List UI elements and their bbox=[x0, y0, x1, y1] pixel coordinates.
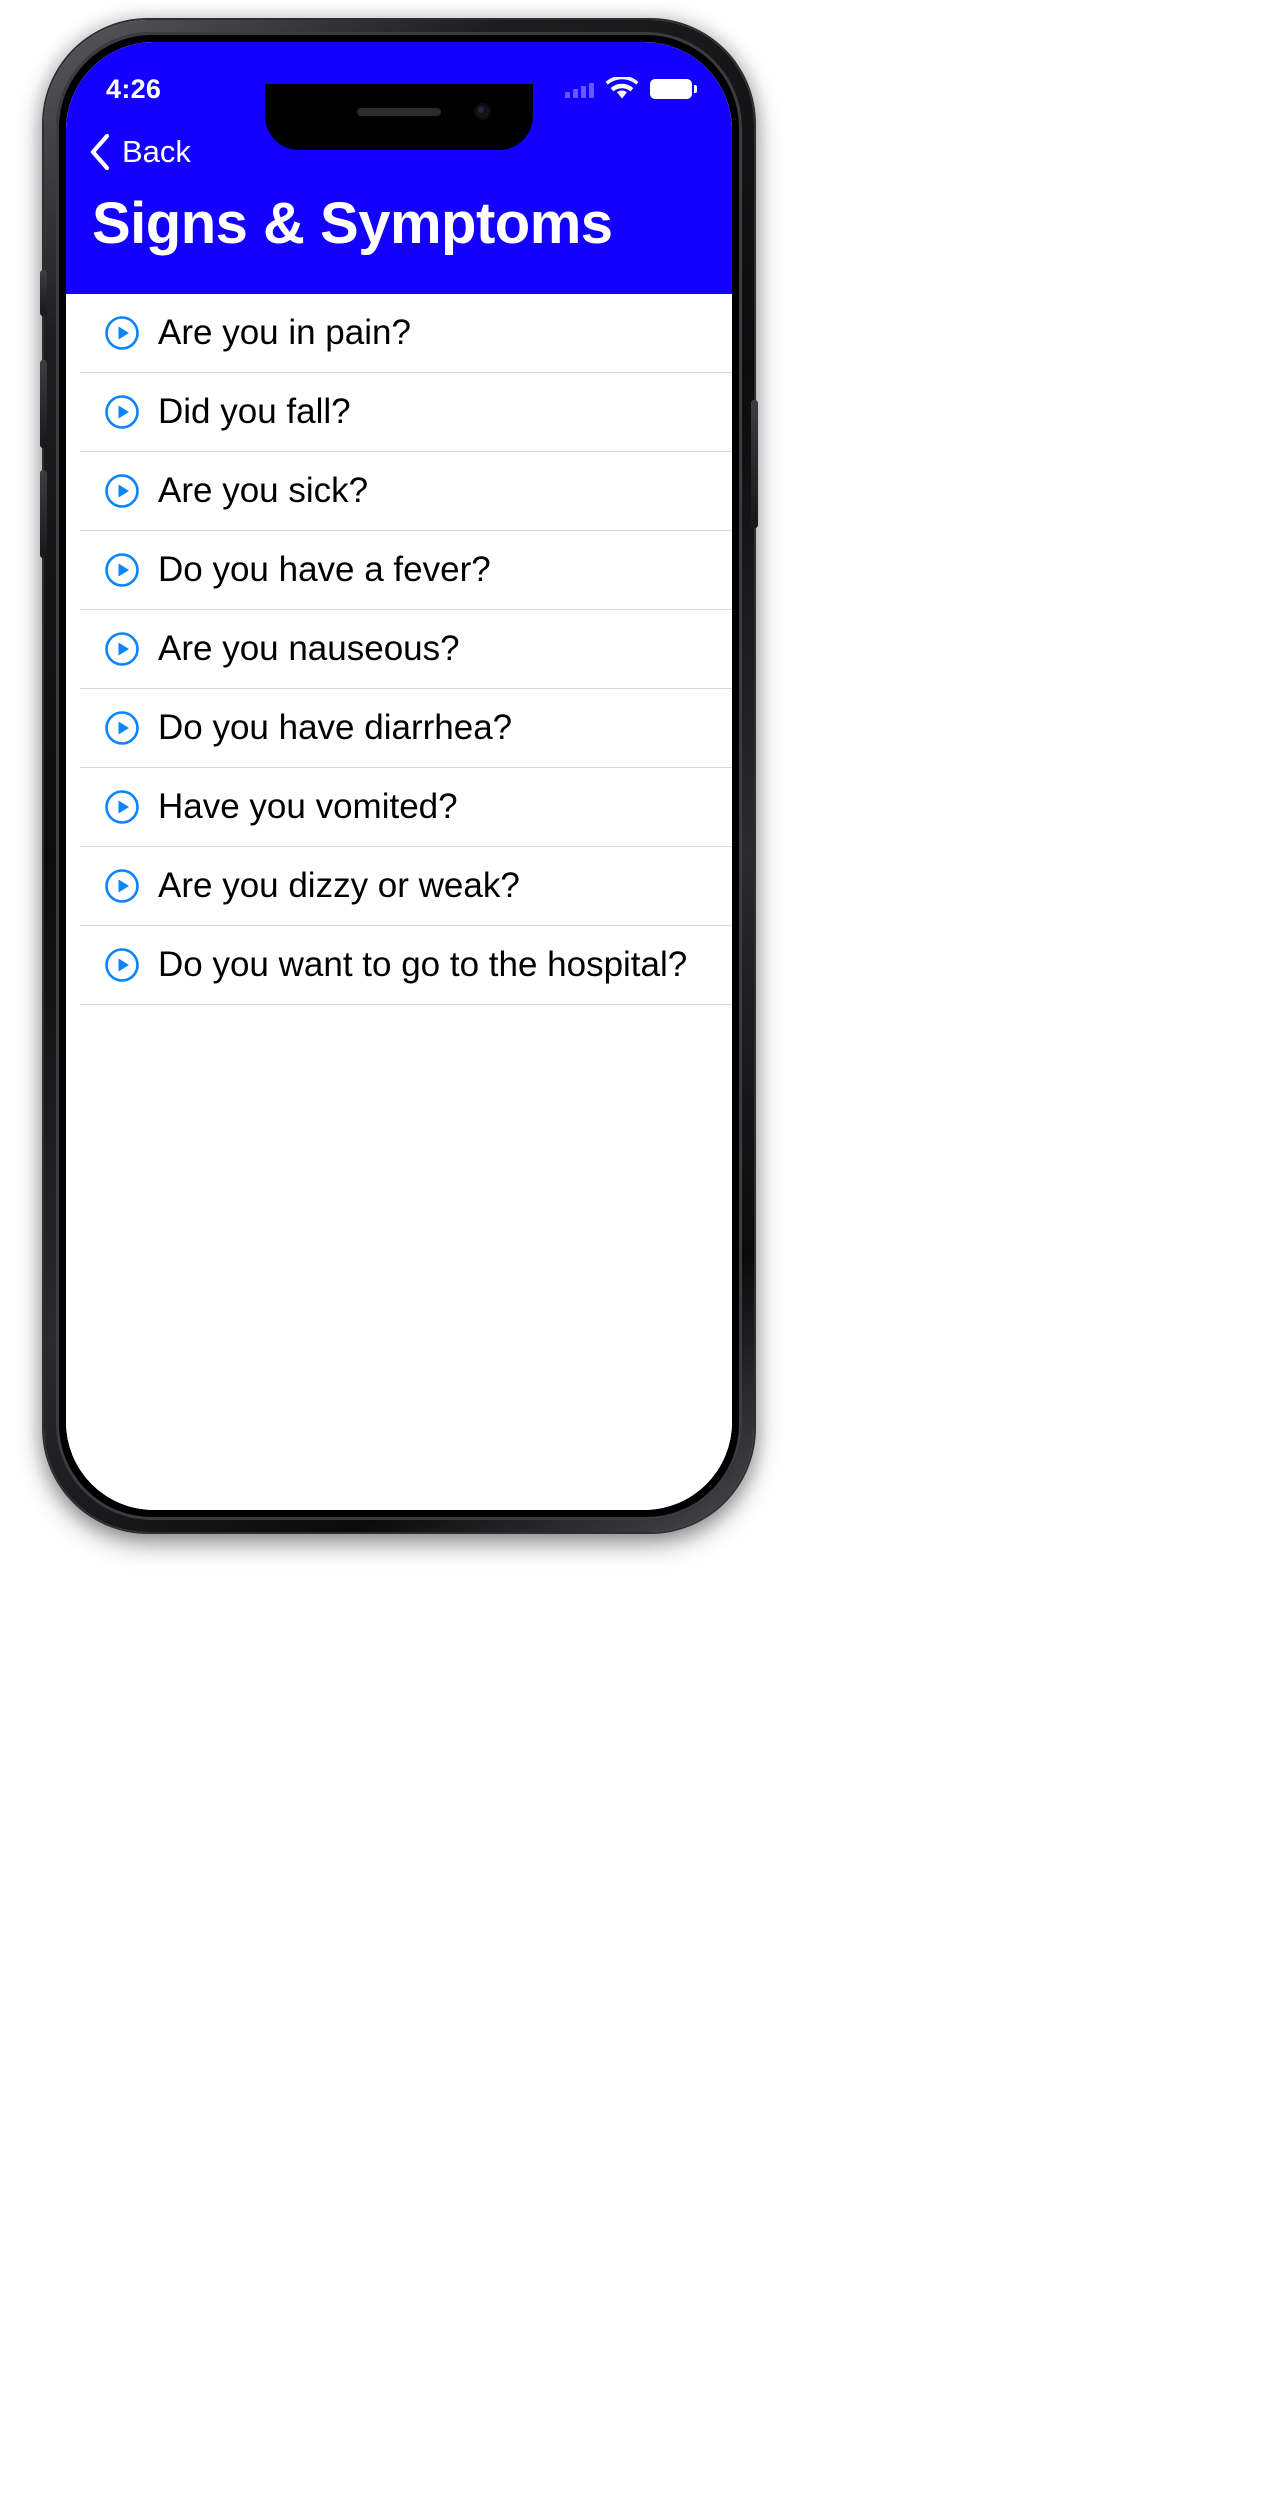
volume-up-button[interactable] bbox=[40, 360, 47, 448]
power-button[interactable] bbox=[751, 400, 758, 528]
device-notch bbox=[265, 84, 533, 150]
status-bar-indicators bbox=[565, 77, 692, 102]
mute-switch[interactable] bbox=[40, 270, 47, 316]
list-item-label: Are you dizzy or weak? bbox=[158, 866, 520, 905]
play-circle-icon[interactable] bbox=[104, 631, 140, 667]
earpiece-speaker bbox=[357, 108, 441, 116]
play-circle-icon[interactable] bbox=[104, 394, 140, 430]
play-circle-icon[interactable] bbox=[104, 315, 140, 351]
status-bar-time: 4:26 bbox=[106, 73, 162, 104]
app-header bbox=[66, 42, 732, 294]
list-item-label: Are you sick? bbox=[158, 471, 369, 510]
play-circle-icon[interactable] bbox=[104, 710, 140, 746]
list-item[interactable] bbox=[80, 373, 732, 452]
list-item-label: Do you have a fever? bbox=[158, 550, 491, 589]
symptom-list bbox=[66, 294, 732, 1510]
play-circle-icon[interactable] bbox=[104, 473, 140, 509]
cellular-signal-icon bbox=[565, 80, 594, 98]
battery-full-icon bbox=[650, 79, 692, 99]
list-item-label: Are you in pain? bbox=[158, 313, 411, 352]
play-circle-icon[interactable] bbox=[104, 947, 140, 983]
list-item[interactable] bbox=[80, 689, 732, 768]
list-item-label: Have you vomited? bbox=[158, 787, 458, 826]
front-camera bbox=[474, 103, 491, 120]
page-title: Signs & Symptoms bbox=[92, 191, 613, 256]
list-item-label: Are you nauseous? bbox=[158, 629, 460, 668]
volume-down-button[interactable] bbox=[40, 470, 47, 558]
list-item[interactable] bbox=[80, 926, 732, 1005]
play-circle-icon[interactable] bbox=[104, 789, 140, 825]
back-button-label: Back bbox=[122, 134, 191, 169]
list-item[interactable] bbox=[80, 768, 732, 847]
play-circle-icon[interactable] bbox=[104, 552, 140, 588]
list-item[interactable] bbox=[80, 294, 732, 373]
list-item[interactable] bbox=[80, 531, 732, 610]
list-item-label: Do you have diarrhea? bbox=[158, 708, 513, 747]
phone-screen bbox=[66, 42, 732, 1510]
list-item[interactable] bbox=[80, 847, 732, 926]
list-item[interactable] bbox=[80, 610, 732, 689]
play-circle-icon[interactable] bbox=[104, 868, 140, 904]
list-item-label: Did you fall? bbox=[158, 392, 351, 431]
chevron-left-icon bbox=[88, 132, 112, 172]
wifi-icon bbox=[605, 77, 639, 102]
app-root bbox=[66, 42, 732, 1510]
list-item[interactable] bbox=[80, 452, 732, 531]
list-item-label: Do you want to go to the hospital? bbox=[158, 945, 688, 984]
